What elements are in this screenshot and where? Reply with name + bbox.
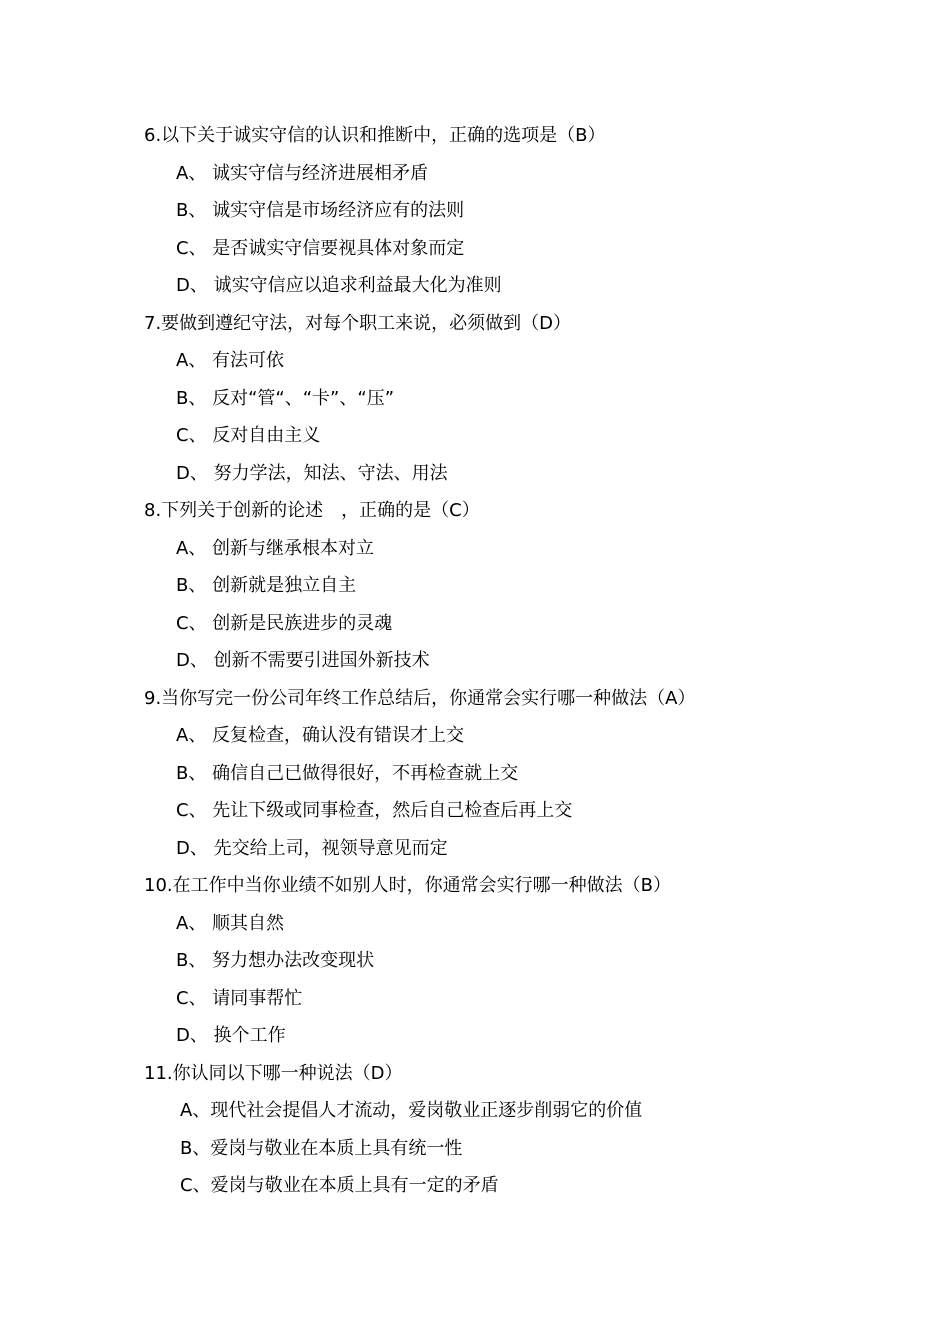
question-9-option-a: A、 反复检查，确认没有错误才上交 bbox=[176, 725, 465, 746]
question-11-option-c: C、爱岗与敬业在本质上具有一定的矛盾 bbox=[180, 1175, 499, 1196]
question-10-option-c: C、 请同事帮忙 bbox=[176, 988, 303, 1009]
question-8-option-d: D、 创新不需要引进国外新技术 bbox=[176, 650, 430, 671]
question-6-option-d: D、 诚实守信应以追求利益最大化为准则 bbox=[176, 275, 502, 296]
question-8-option-a: A、 创新与继承根本对立 bbox=[176, 538, 375, 559]
question-11-option-b: B、爱岗与敬业在本质上具有统一性 bbox=[180, 1138, 463, 1159]
question-7-option-a: A、 有法可依 bbox=[176, 350, 285, 371]
question-11-stem: 11.你认同以下哪一种说法（D） bbox=[144, 1063, 403, 1084]
question-6-option-a: A、 诚实守信与经济进展相矛盾 bbox=[176, 163, 429, 184]
question-10-option-b: B、 努力想办法改变现状 bbox=[176, 950, 375, 971]
question-8-option-b: B、 创新就是独立自主 bbox=[176, 575, 357, 596]
question-9-option-b: B、 确信自己已做得很好，不再检查就上交 bbox=[176, 763, 519, 784]
question-9-option-d: D、 先交给上司，视领导意见而定 bbox=[176, 838, 448, 859]
question-7-stem: 7.要做到遵纪守法，对每个职工来说，必须做到（D） bbox=[144, 313, 572, 334]
question-6-stem: 6.以下关于诚实守信的认识和推断中，正确的选项是（B） bbox=[144, 125, 606, 146]
question-7-option-d: D、 努力学法，知法、守法、用法 bbox=[176, 463, 448, 484]
question-8-option-c: C、 创新是民族进步的灵魂 bbox=[176, 613, 393, 634]
question-7-option-b: B、 反对“管“、“卡”、“压” bbox=[176, 388, 395, 409]
question-8-stem: 8.下列关于创新的论述 ，正确的是（C） bbox=[144, 500, 480, 521]
question-11-option-a: A、现代社会提倡人才流动，爱岗敬业正逐步削弱它的价值 bbox=[180, 1100, 643, 1121]
question-10-option-d: D、 换个工作 bbox=[176, 1025, 286, 1046]
question-9-stem: 9.当你写完一份公司年终工作总结后，你通常会实行哪一种做法（A） bbox=[144, 688, 696, 709]
question-10-stem: 10.在工作中当你业绩不如别人时，你通常会实行哪一种做法（B） bbox=[144, 875, 671, 896]
question-9-option-c: C、 先让下级或同事检查，然后自己检查后再上交 bbox=[176, 800, 573, 821]
question-6-option-b: B、 诚实守信是市场经济应有的法则 bbox=[176, 200, 465, 221]
question-10-option-a: A、 顺其自然 bbox=[176, 913, 285, 934]
question-7-option-c: C、 反对自由主义 bbox=[176, 425, 321, 446]
question-6-option-c: C、 是否诚实守信要视具体对象而定 bbox=[176, 238, 465, 259]
